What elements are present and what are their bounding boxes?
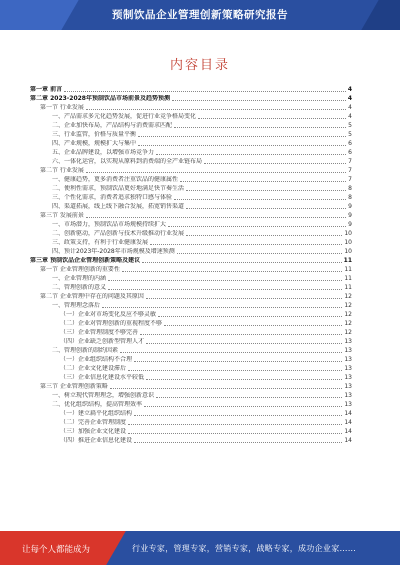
toc-entry-text: 二、管理创新的制约因素	[52, 347, 119, 354]
toc-leader-dots	[180, 181, 346, 182]
toc-entry[interactable]	[30, 192, 352, 201]
toc-leader-dots	[186, 208, 346, 209]
table-of-contents	[30, 84, 352, 444]
toc-leader-dots	[174, 199, 346, 200]
toc-entry[interactable]	[30, 165, 352, 174]
toc-entry-text: 第二节 行业发展	[40, 167, 84, 174]
toc-page-number: 11	[344, 275, 352, 282]
toc-entry[interactable]	[30, 156, 352, 165]
toc-entry[interactable]	[30, 426, 352, 435]
toc-entry[interactable]	[30, 345, 352, 354]
toc-page-number: 4	[348, 113, 352, 120]
toc-entry[interactable]	[30, 147, 352, 156]
toc-entry[interactable]	[30, 219, 352, 228]
toc-entry[interactable]	[30, 129, 352, 138]
toc-entry-text: （三）企业管理制度不够完善	[60, 329, 139, 336]
toc-entry-text: 二、企业加快布局，产品结构与消费需求匹配	[52, 122, 173, 129]
toc-entry[interactable]	[30, 318, 352, 327]
toc-page-number: 11	[344, 266, 352, 273]
toc-leader-dots	[102, 307, 342, 308]
toc-leader-dots	[172, 100, 346, 101]
toc-leader-dots	[140, 334, 342, 335]
toc-page-number: 13	[344, 401, 352, 408]
report-title: 预制饮品企业管理创新策略研究报告	[112, 9, 288, 21]
toc-page-number: 7	[348, 158, 352, 165]
toc-entry[interactable]	[30, 264, 352, 273]
toc-entry[interactable]	[30, 174, 352, 183]
toc-entry[interactable]	[30, 390, 352, 399]
toc-entry-text: 一、市场潜力，预制饮品市场规模持续扩大	[52, 221, 167, 228]
toc-entry-text: 三、行业监管，价格与质量平衡	[52, 131, 137, 138]
toc-leader-dots	[177, 253, 343, 254]
toc-page-number: 13	[344, 338, 352, 345]
toc-leader-dots	[108, 289, 342, 290]
toc-page-number: 5	[348, 131, 352, 138]
toc-entry[interactable]	[30, 372, 352, 381]
toc-page-number: 13	[344, 392, 352, 399]
toc-entry-text: 一、产品需求多元化趋势发展，促进行业竞争格局变化	[52, 113, 197, 120]
toc-entry-text: （一）企业组织结构不合理	[60, 356, 133, 363]
toc-page-number: 10	[344, 239, 352, 246]
toc-page-number: 12	[344, 293, 352, 300]
toc-leader-dots	[110, 388, 342, 389]
toc-page-number: 10	[344, 230, 352, 237]
toc-entry-text: 六、一体化运营，以实现从原料到消费端的全产业链布局	[52, 158, 203, 165]
toc-entry[interactable]	[30, 354, 352, 363]
toc-entry[interactable]	[30, 417, 352, 426]
toc-page-number: 13	[344, 365, 352, 372]
toc-entry-text: 二、优化组织结构，提高管理效率	[52, 401, 143, 408]
toc-page-number: 12	[344, 320, 352, 327]
toc-entry[interactable]	[30, 291, 352, 300]
toc-leader-dots	[156, 154, 346, 155]
toc-leader-dots	[146, 298, 342, 299]
toc-entry-text: （三）加强企业文化建设	[60, 428, 127, 435]
toc-page-number: 12	[344, 329, 352, 336]
toc-entry[interactable]	[30, 336, 352, 345]
toc-page-number: 13	[344, 383, 352, 390]
toc-leader-dots	[86, 172, 346, 173]
toc-leader-dots	[86, 217, 346, 218]
toc-page-number: 6	[348, 149, 352, 156]
toc-entry-text: 二、创新驱动，产品创新与技术升级推动行业发展	[52, 230, 185, 237]
toc-page-number: 8	[348, 194, 352, 201]
toc-leader-dots	[186, 190, 346, 191]
toc-entry[interactable]	[30, 435, 352, 444]
toc-leader-dots	[198, 118, 346, 119]
toc-entry-text: （四）推进企业信息化建设	[60, 437, 133, 444]
toc-entry[interactable]	[30, 300, 352, 309]
toc-leader-dots	[174, 127, 346, 128]
toc-entry-text: 四、产业规模，规模扩大与集中	[52, 140, 137, 147]
toc-entry-text: 第三节 企业管理创新策略	[40, 383, 108, 390]
toc-page-number: 10	[344, 248, 352, 255]
toc-entry[interactable]	[30, 273, 352, 282]
report-header-banner	[0, 0, 400, 30]
toc-entry[interactable]	[30, 246, 352, 255]
toc-entry[interactable]	[30, 183, 352, 192]
toc-page-number: 9	[348, 212, 352, 219]
toc-page-number: 4	[347, 95, 352, 102]
toc-entry[interactable]	[30, 282, 352, 291]
toc-page-number: 7	[348, 167, 352, 174]
toc-entry[interactable]	[30, 327, 352, 336]
toc-leader-dots	[120, 352, 342, 353]
toc-page-number: 14	[344, 428, 352, 435]
toc-leader-dots	[156, 397, 342, 398]
toc-entry-text: （三）企业信息化建设水平较低	[60, 374, 145, 381]
toc-page-number: 13	[344, 356, 352, 363]
toc-leader-dots	[134, 442, 342, 443]
toc-page-number: 14	[344, 437, 352, 444]
toc-leader-dots	[144, 406, 342, 407]
footer-slogan: 让每个人都能成为	[22, 545, 91, 555]
toc-entry-text: 一、健康趋势，更多消费者注重饮品的健康属性	[52, 176, 179, 183]
toc-entry-text: （一）建立扁平化组织结构	[60, 410, 133, 417]
toc-entry[interactable]	[30, 138, 352, 147]
toc-entry-text: 三、政策支持，有利于行业健康发展	[52, 239, 149, 246]
toc-leader-dots	[64, 91, 346, 92]
toc-leader-dots	[138, 145, 346, 146]
toc-heading: 内容目录	[169, 58, 230, 73]
toc-entry-text: 第一节 行业发展	[40, 104, 84, 111]
toc-leader-dots	[204, 163, 346, 164]
toc-page-number: 13	[344, 347, 352, 354]
toc-leader-dots	[168, 226, 346, 227]
toc-entry-text: （二）企业文化建设滞后	[60, 365, 127, 372]
toc-entry[interactable]	[30, 120, 352, 129]
toc-entry-text: （四）企业缺乏创新型管理人才	[60, 338, 145, 345]
toc-entry-text: 第一节 企业管理创新的重要性	[40, 266, 120, 273]
toc-page-number: 8	[348, 185, 352, 192]
toc-leader-dots	[186, 235, 342, 236]
toc-entry[interactable]	[30, 408, 352, 417]
toc-entry[interactable]	[30, 399, 352, 408]
toc-page-number: 7	[348, 176, 352, 183]
toc-entry-text: 二、便利性需求，预制饮品更好地满足快节奏生活	[52, 185, 185, 192]
footer-banner	[0, 531, 400, 565]
toc-page-number: 4	[347, 86, 352, 93]
toc-leader-dots	[158, 316, 342, 317]
toc-page-number: 12	[344, 302, 352, 309]
toc-leader-dots	[108, 280, 342, 281]
toc-page-number: 14	[344, 410, 352, 417]
toc-entry-text: 第一章 前言	[30, 86, 63, 93]
toc-entry-text: 第二章 2023-2028年预制饮品市场前景及趋势预测	[30, 95, 170, 102]
toc-entry-text: （二）完善企业管理制度	[60, 419, 127, 426]
toc-entry[interactable]	[30, 228, 352, 237]
toc-leader-dots	[122, 271, 342, 272]
toc-page-number: 11	[343, 257, 352, 264]
toc-entry-text: （二）企业对管理创新的重视程度不够	[60, 320, 163, 327]
toc-entry[interactable]	[30, 309, 352, 318]
toc-page-number: 13	[344, 374, 352, 381]
toc-entry[interactable]	[30, 111, 352, 120]
toc-entry[interactable]	[30, 381, 352, 390]
toc-leader-dots	[128, 433, 342, 434]
toc-leader-dots	[128, 424, 342, 425]
toc-leader-dots	[146, 343, 342, 344]
toc-page-number: 14	[344, 419, 352, 426]
toc-entry-text: 四、渠道拓展，线上线下融合发展，拓宽销售渠道	[52, 203, 185, 210]
toc-leader-dots	[134, 415, 342, 416]
toc-entry-text: （一）企业对市场变化反应不够灵敏	[60, 311, 157, 318]
toc-entry-text: 三、个性化需求，消费者追求独特口感与体验	[52, 194, 173, 201]
toc-leader-dots	[150, 244, 342, 245]
toc-page-number: 12	[344, 311, 352, 318]
toc-leader-dots	[134, 361, 342, 362]
toc-entry-text: 四、预计2023年-2028年市场规模及增速预测	[52, 248, 175, 255]
toc-page-number: 4	[348, 104, 352, 111]
toc-entry-text: 第三章 预制饮品企业管理创新策略及建议	[30, 257, 141, 264]
toc-entry[interactable]	[30, 363, 352, 372]
toc-entry[interactable]	[30, 201, 352, 210]
toc-page-number: 6	[348, 140, 352, 147]
toc-page-number: 9	[348, 203, 352, 210]
toc-page-number: 9	[348, 221, 352, 228]
toc-page-number: 5	[348, 122, 352, 129]
toc-entry-text: 第二节 企业管理中存在的问题及其原因	[40, 293, 144, 300]
footer-roles: 行业专家，管理专家，营销专家，战略专家，成功企业家……	[132, 544, 357, 553]
toc-entry[interactable]	[30, 84, 352, 93]
toc-entry-text: 一、企业管理的内涵	[52, 275, 107, 282]
toc-entry-text: 五、企业品牌建设，以增强市场竞争力	[52, 149, 155, 156]
toc-entry[interactable]	[30, 102, 352, 111]
toc-leader-dots	[128, 370, 342, 371]
toc-leader-dots	[164, 325, 342, 326]
toc-entry[interactable]	[30, 255, 352, 264]
toc-page-number: 11	[344, 284, 352, 291]
toc-leader-dots	[142, 262, 342, 263]
toc-leader-dots	[138, 136, 346, 137]
toc-entry[interactable]	[30, 237, 352, 246]
toc-leader-dots	[146, 379, 342, 380]
toc-entry[interactable]	[30, 210, 352, 219]
toc-entry-text: 一、管理理念落后	[52, 302, 101, 309]
toc-entry-text: 第三节 发展前景	[40, 212, 84, 219]
toc-entry-text: 一、树立现代管理理念，增强创新意识	[52, 392, 155, 399]
toc-leader-dots	[86, 109, 346, 110]
toc-entry[interactable]	[30, 93, 352, 102]
toc-entry-text: 二、管理创新的意义	[52, 284, 107, 291]
